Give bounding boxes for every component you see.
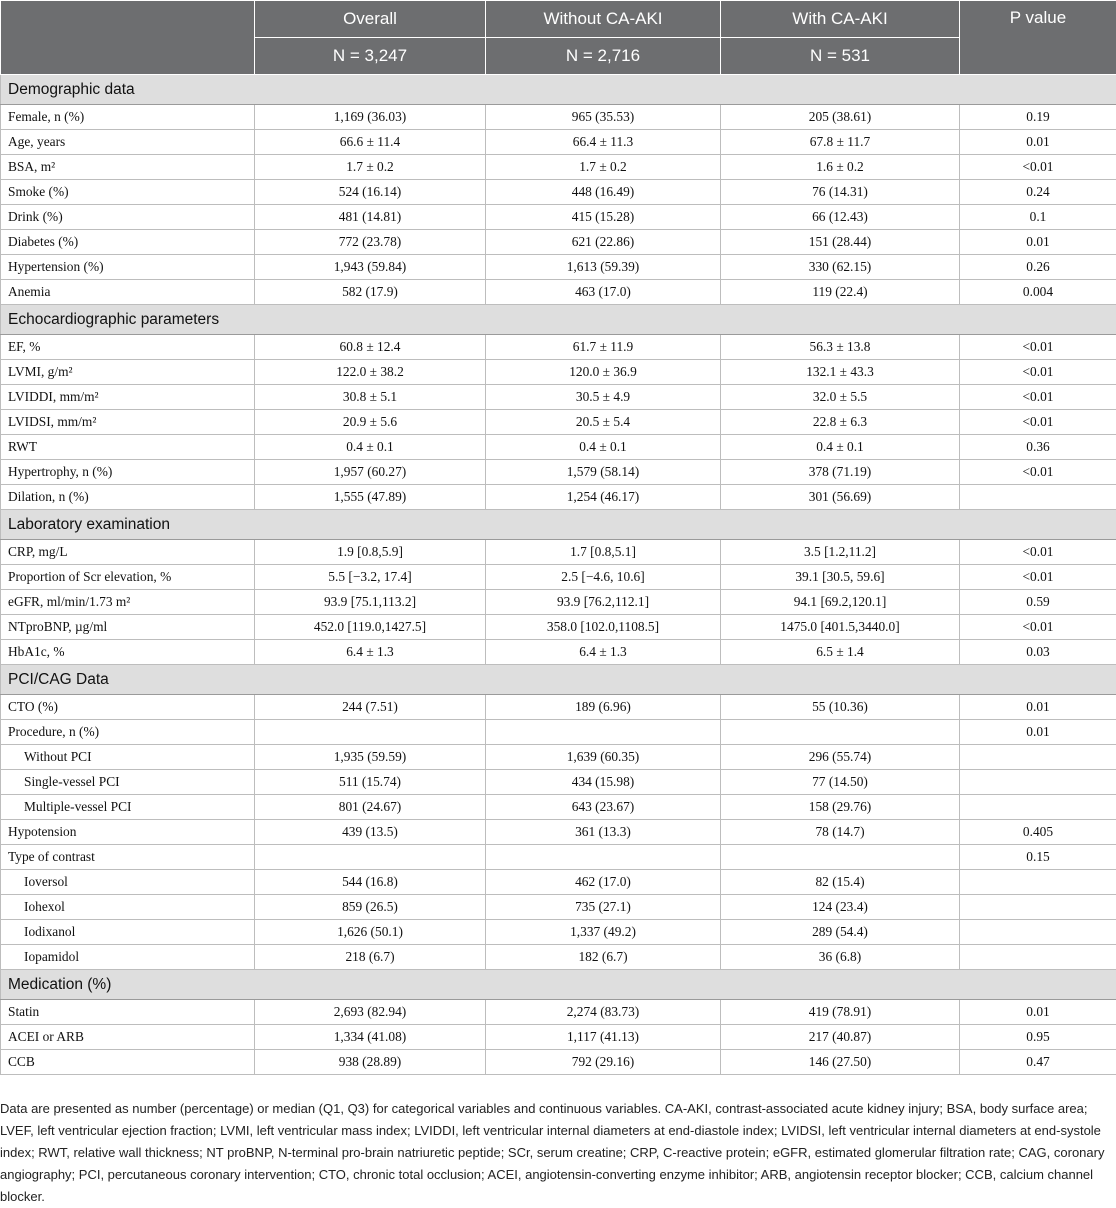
without-ca-aki-cell: 120.0 ± 36.9 — [486, 360, 721, 385]
overall-cell: 859 (26.5) — [255, 895, 486, 920]
table-row — [1, 280, 1116, 305]
section-header-row — [1, 970, 1116, 1000]
overall-cell: 1,935 (59.59) — [255, 745, 486, 770]
row-label-cell: Drink (%) — [1, 205, 255, 230]
overall-cell: 30.8 ± 5.1 — [255, 385, 486, 410]
row-label-cell: Type of contrast — [1, 845, 255, 870]
with-ca-aki-cell: 39.1 [30.5, 59.6] — [721, 565, 960, 590]
section-title: Laboratory examination — [1, 510, 1116, 540]
without-ca-aki-cell: 448 (16.49) — [486, 180, 721, 205]
without-ca-aki-cell: 621 (22.86) — [486, 230, 721, 255]
overall-cell: 60.8 ± 12.4 — [255, 335, 486, 360]
header-n-overall: N = 3,247 — [255, 38, 486, 75]
p-value-cell — [960, 870, 1116, 895]
header-blank-cell — [1, 1, 255, 75]
table-row — [1, 360, 1116, 385]
row-label-cell: Female, n (%) — [1, 105, 255, 130]
row-label-cell: Hypotension — [1, 820, 255, 845]
row-label-cell: Single-vessel PCI — [1, 770, 255, 795]
without-ca-aki-cell: 462 (17.0) — [486, 870, 721, 895]
table-row — [1, 335, 1116, 360]
row-label-cell: eGFR, ml/min/1.73 m² — [1, 590, 255, 615]
table-row — [1, 615, 1116, 640]
row-label-cell: Iodixanol — [1, 920, 255, 945]
overall-cell: 544 (16.8) — [255, 870, 486, 895]
header-without-ca-aki: Without CA-AKI — [486, 1, 721, 38]
p-value-cell: 0.01 — [960, 1000, 1116, 1025]
table-row — [1, 945, 1116, 970]
row-label-cell: Dilation, n (%) — [1, 485, 255, 510]
overall-cell: 1,334 (41.08) — [255, 1025, 486, 1050]
header-overall: Overall — [255, 1, 486, 38]
without-ca-aki-cell: 61.7 ± 11.9 — [486, 335, 721, 360]
with-ca-aki-cell: 205 (38.61) — [721, 105, 960, 130]
overall-cell: 122.0 ± 38.2 — [255, 360, 486, 385]
table-row — [1, 435, 1116, 460]
row-label-cell: NTproBNP, µg/ml — [1, 615, 255, 640]
table-row — [1, 1050, 1116, 1075]
overall-cell: 6.4 ± 1.3 — [255, 640, 486, 665]
section-header-row — [1, 75, 1116, 105]
p-value-cell: 0.03 — [960, 640, 1116, 665]
overall-cell: 1,943 (59.84) — [255, 255, 486, 280]
overall-cell — [255, 720, 486, 745]
row-label-cell: Diabetes (%) — [1, 230, 255, 255]
p-value-cell: <0.01 — [960, 615, 1116, 640]
header-n-without: N = 2,716 — [486, 38, 721, 75]
p-value-cell: 0.59 — [960, 590, 1116, 615]
p-value-cell — [960, 945, 1116, 970]
with-ca-aki-cell: 56.3 ± 13.8 — [721, 335, 960, 360]
overall-cell: 1.7 ± 0.2 — [255, 155, 486, 180]
with-ca-aki-cell: 0.4 ± 0.1 — [721, 435, 960, 460]
row-label-cell: Iohexol — [1, 895, 255, 920]
table-row — [1, 155, 1116, 180]
overall-cell: 1,555 (47.89) — [255, 485, 486, 510]
without-ca-aki-cell: 1,117 (41.13) — [486, 1025, 721, 1050]
row-label-cell: BSA, m² — [1, 155, 255, 180]
table-row — [1, 410, 1116, 435]
overall-cell: 801 (24.67) — [255, 795, 486, 820]
without-ca-aki-cell: 1,337 (49.2) — [486, 920, 721, 945]
row-label-cell: ACEI or ARB — [1, 1025, 255, 1050]
row-label-cell: Procedure, n (%) — [1, 720, 255, 745]
p-value-cell: <0.01 — [960, 385, 1116, 410]
row-label-cell: LVIDDI, mm/m² — [1, 385, 255, 410]
without-ca-aki-cell — [486, 845, 721, 870]
section-header-row — [1, 510, 1116, 540]
without-ca-aki-cell: 643 (23.67) — [486, 795, 721, 820]
row-label-cell: Without PCI — [1, 745, 255, 770]
without-ca-aki-cell: 434 (15.98) — [486, 770, 721, 795]
p-value-cell: 0.24 — [960, 180, 1116, 205]
p-value-cell — [960, 770, 1116, 795]
p-value-cell: <0.01 — [960, 360, 1116, 385]
overall-cell: 244 (7.51) — [255, 695, 486, 720]
without-ca-aki-cell: 792 (29.16) — [486, 1050, 721, 1075]
p-value-cell: <0.01 — [960, 410, 1116, 435]
table-footnote: Data are presented as number (percentage) or median (Q1, Q3) for categorical variables and continuous variables. CA-AKI, contrast-associated acute kidney injury; BSA, body surface area; LVEF, left ventricular ejection fraction; LVMI, left ventricular mass index; LVIDDI, left ventricular internal diameters at end-diastole index; LVIDSI, left ventricular internal diameters at end-systole index; RWT, relative wall thickness; NT proBNP, N-terminal pro-brain natriuretic peptide; SCr, serum creatine; CRP, C-reactive protein; eGFR, estimated glomerular filtration rate; CAG, coronary angiography; PCI, percutaneous coronary intervention; CTO, chronic total occlusion; ACEI, angiotensin-converting enzyme inhibitor; ARB, angiotensin receptor blocker; CCB, calcium channel blocker. — [0, 1098, 1116, 1208]
table-row — [1, 640, 1116, 665]
table-row — [1, 205, 1116, 230]
with-ca-aki-cell — [721, 845, 960, 870]
with-ca-aki-cell: 289 (54.4) — [721, 920, 960, 945]
row-label-cell: EF, % — [1, 335, 255, 360]
row-label-cell: LVMI, g/m² — [1, 360, 255, 385]
with-ca-aki-cell: 146 (27.50) — [721, 1050, 960, 1075]
table-row — [1, 695, 1116, 720]
p-value-cell — [960, 745, 1116, 770]
overall-cell: 218 (6.7) — [255, 945, 486, 970]
section-header-row — [1, 305, 1116, 335]
p-value-cell: 0.01 — [960, 230, 1116, 255]
row-label-cell: Statin — [1, 1000, 255, 1025]
table-row — [1, 460, 1116, 485]
without-ca-aki-cell: 735 (27.1) — [486, 895, 721, 920]
table-body — [1, 75, 1116, 1075]
without-ca-aki-cell: 1,579 (58.14) — [486, 460, 721, 485]
overall-cell: 0.4 ± 0.1 — [255, 435, 486, 460]
overall-cell: 1.9 [0.8,5.9] — [255, 540, 486, 565]
overall-cell: 452.0 [119.0,1427.5] — [255, 615, 486, 640]
table-row — [1, 230, 1116, 255]
with-ca-aki-cell: 32.0 ± 5.5 — [721, 385, 960, 410]
row-label-cell: CTO (%) — [1, 695, 255, 720]
overall-cell: 5.5 [−3.2, 17.4] — [255, 565, 486, 590]
table-header — [1, 1, 1116, 75]
with-ca-aki-cell: 1475.0 [401.5,3440.0] — [721, 615, 960, 640]
with-ca-aki-cell: 151 (28.44) — [721, 230, 960, 255]
with-ca-aki-cell: 132.1 ± 43.3 — [721, 360, 960, 385]
with-ca-aki-cell: 36 (6.8) — [721, 945, 960, 970]
with-ca-aki-cell: 217 (40.87) — [721, 1025, 960, 1050]
overall-cell: 481 (14.81) — [255, 205, 486, 230]
p-value-cell: 0.47 — [960, 1050, 1116, 1075]
without-ca-aki-cell: 189 (6.96) — [486, 695, 721, 720]
row-label-cell: LVIDSI, mm/m² — [1, 410, 255, 435]
without-ca-aki-cell — [486, 720, 721, 745]
overall-cell: 1,169 (36.03) — [255, 105, 486, 130]
with-ca-aki-cell — [721, 720, 960, 745]
header-p-value: P value — [960, 1, 1116, 75]
row-label-cell: Ioversol — [1, 870, 255, 895]
without-ca-aki-cell: 2.5 [−4.6, 10.6] — [486, 565, 721, 590]
table-row — [1, 870, 1116, 895]
with-ca-aki-cell: 77 (14.50) — [721, 770, 960, 795]
table-row — [1, 540, 1116, 565]
header-with-ca-aki: With CA-AKI — [721, 1, 960, 38]
p-value-cell: 0.1 — [960, 205, 1116, 230]
row-label-cell: CRP, mg/L — [1, 540, 255, 565]
p-value-cell — [960, 485, 1116, 510]
without-ca-aki-cell: 66.4 ± 11.3 — [486, 130, 721, 155]
p-value-cell: 0.15 — [960, 845, 1116, 870]
row-label-cell: Smoke (%) — [1, 180, 255, 205]
section-header-row — [1, 665, 1116, 695]
p-value-cell: 0.01 — [960, 130, 1116, 155]
table-row — [1, 255, 1116, 280]
p-value-cell: <0.01 — [960, 565, 1116, 590]
row-label-cell: Proportion of Scr elevation, % — [1, 565, 255, 590]
overall-cell: 582 (17.9) — [255, 280, 486, 305]
p-value-cell: <0.01 — [960, 540, 1116, 565]
without-ca-aki-cell: 358.0 [102.0,1108.5] — [486, 615, 721, 640]
with-ca-aki-cell: 1.6 ± 0.2 — [721, 155, 960, 180]
with-ca-aki-cell: 82 (15.4) — [721, 870, 960, 895]
row-label-cell: HbA1c, % — [1, 640, 255, 665]
without-ca-aki-cell: 1,254 (46.17) — [486, 485, 721, 510]
header-n-with: N = 531 — [721, 38, 960, 75]
header-row — [1, 1, 1116, 38]
p-value-cell: <0.01 — [960, 460, 1116, 485]
overall-cell: 93.9 [75.1,113.2] — [255, 590, 486, 615]
without-ca-aki-cell: 361 (13.3) — [486, 820, 721, 845]
table-row — [1, 180, 1116, 205]
p-value-cell: 0.95 — [960, 1025, 1116, 1050]
overall-cell: 439 (13.5) — [255, 820, 486, 845]
with-ca-aki-cell: 158 (29.76) — [721, 795, 960, 820]
overall-cell: 938 (28.89) — [255, 1050, 486, 1075]
overall-cell: 1,957 (60.27) — [255, 460, 486, 485]
with-ca-aki-cell: 6.5 ± 1.4 — [721, 640, 960, 665]
row-label-cell: CCB — [1, 1050, 255, 1075]
row-label-cell: Hypertrophy, n (%) — [1, 460, 255, 485]
with-ca-aki-cell: 3.5 [1.2,11.2] — [721, 540, 960, 565]
section-title: Demographic data — [1, 75, 1116, 105]
without-ca-aki-cell: 2,274 (83.73) — [486, 1000, 721, 1025]
overall-cell: 66.6 ± 11.4 — [255, 130, 486, 155]
without-ca-aki-cell: 1,639 (60.35) — [486, 745, 721, 770]
without-ca-aki-cell: 93.9 [76.2,112.1] — [486, 590, 721, 615]
row-label-cell: Age, years — [1, 130, 255, 155]
p-value-cell: 0.405 — [960, 820, 1116, 845]
row-label-cell: RWT — [1, 435, 255, 460]
without-ca-aki-cell: 182 (6.7) — [486, 945, 721, 970]
with-ca-aki-cell: 66 (12.43) — [721, 205, 960, 230]
without-ca-aki-cell: 0.4 ± 0.1 — [486, 435, 721, 460]
section-title: PCI/CAG Data — [1, 665, 1116, 695]
p-value-cell: 0.004 — [960, 280, 1116, 305]
with-ca-aki-cell: 419 (78.91) — [721, 1000, 960, 1025]
with-ca-aki-cell: 119 (22.4) — [721, 280, 960, 305]
with-ca-aki-cell: 67.8 ± 11.7 — [721, 130, 960, 155]
table-row — [1, 1025, 1116, 1050]
with-ca-aki-cell: 330 (62.15) — [721, 255, 960, 280]
p-value-cell: 0.01 — [960, 695, 1116, 720]
row-label-cell: Multiple-vessel PCI — [1, 795, 255, 820]
p-value-cell: <0.01 — [960, 335, 1116, 360]
without-ca-aki-cell: 463 (17.0) — [486, 280, 721, 305]
table-row — [1, 845, 1116, 870]
p-value-cell: 0.19 — [960, 105, 1116, 130]
table-row — [1, 385, 1116, 410]
without-ca-aki-cell: 415 (15.28) — [486, 205, 721, 230]
table-row — [1, 720, 1116, 745]
row-label-cell: Hypertension (%) — [1, 255, 255, 280]
overall-cell: 772 (23.78) — [255, 230, 486, 255]
without-ca-aki-cell: 20.5 ± 5.4 — [486, 410, 721, 435]
overall-cell: 20.9 ± 5.6 — [255, 410, 486, 435]
with-ca-aki-cell: 55 (10.36) — [721, 695, 960, 720]
overall-cell — [255, 845, 486, 870]
section-title: Echocardiographic parameters — [1, 305, 1116, 335]
p-value-cell — [960, 920, 1116, 945]
without-ca-aki-cell: 965 (35.53) — [486, 105, 721, 130]
table-row — [1, 1000, 1116, 1025]
row-label-cell: Iopamidol — [1, 945, 255, 970]
p-value-cell: 0.01 — [960, 720, 1116, 745]
table-row — [1, 795, 1116, 820]
table-row — [1, 105, 1116, 130]
with-ca-aki-cell: 296 (55.74) — [721, 745, 960, 770]
table-row — [1, 745, 1116, 770]
table-row — [1, 770, 1116, 795]
with-ca-aki-cell: 78 (14.7) — [721, 820, 960, 845]
p-value-cell — [960, 895, 1116, 920]
table-row — [1, 920, 1116, 945]
table-row — [1, 485, 1116, 510]
table-row — [1, 590, 1116, 615]
table-row — [1, 895, 1116, 920]
p-value-cell: 0.36 — [960, 435, 1116, 460]
with-ca-aki-cell: 378 (71.19) — [721, 460, 960, 485]
without-ca-aki-cell: 1.7 [0.8,5.1] — [486, 540, 721, 565]
without-ca-aki-cell: 30.5 ± 4.9 — [486, 385, 721, 410]
without-ca-aki-cell: 1,613 (59.39) — [486, 255, 721, 280]
row-label-cell: Anemia — [1, 280, 255, 305]
p-value-cell: 0.26 — [960, 255, 1116, 280]
without-ca-aki-cell: 6.4 ± 1.3 — [486, 640, 721, 665]
overall-cell: 2,693 (82.94) — [255, 1000, 486, 1025]
overall-cell: 511 (15.74) — [255, 770, 486, 795]
p-value-cell: <0.01 — [960, 155, 1116, 180]
table-row — [1, 820, 1116, 845]
without-ca-aki-cell: 1.7 ± 0.2 — [486, 155, 721, 180]
overall-cell: 1,626 (50.1) — [255, 920, 486, 945]
section-title: Medication (%) — [1, 970, 1116, 1000]
with-ca-aki-cell: 124 (23.4) — [721, 895, 960, 920]
with-ca-aki-cell: 301 (56.69) — [721, 485, 960, 510]
overall-cell: 524 (16.14) — [255, 180, 486, 205]
with-ca-aki-cell: 76 (14.31) — [721, 180, 960, 205]
with-ca-aki-cell: 94.1 [69.2,120.1] — [721, 590, 960, 615]
p-value-cell — [960, 795, 1116, 820]
table-row — [1, 130, 1116, 155]
with-ca-aki-cell: 22.8 ± 6.3 — [721, 410, 960, 435]
table-row — [1, 565, 1116, 590]
